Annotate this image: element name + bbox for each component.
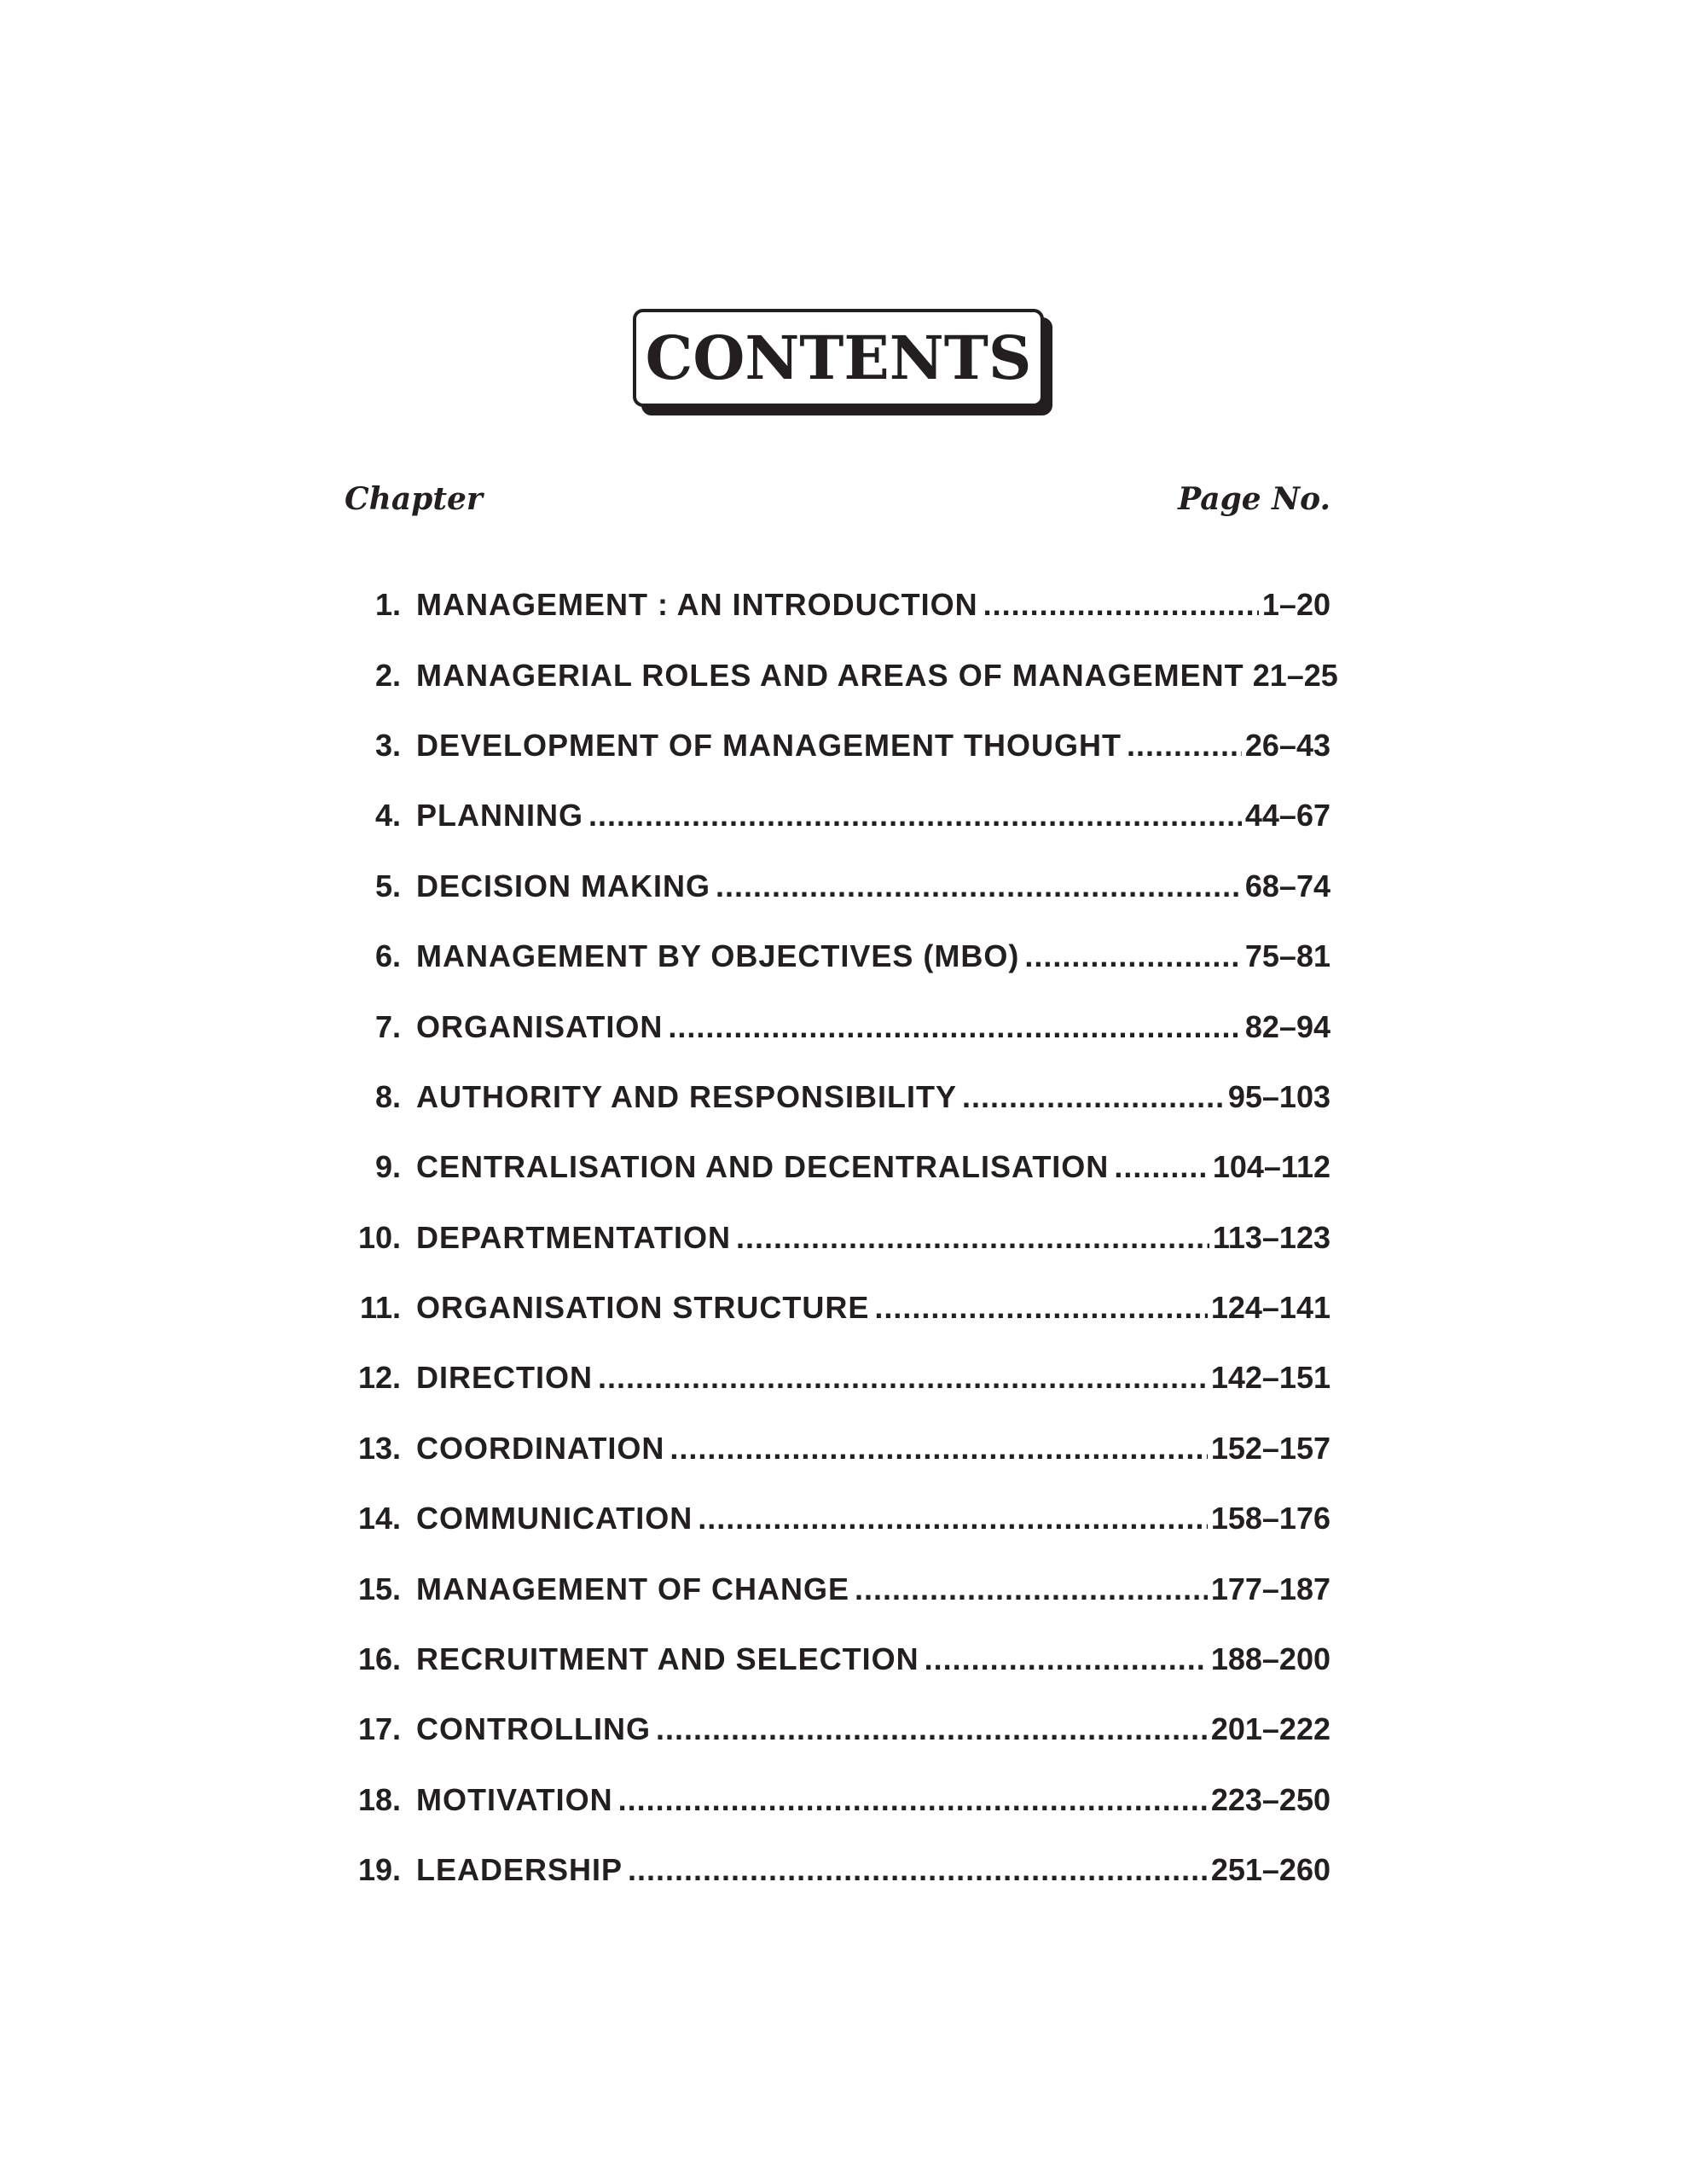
dot-leader	[1024, 941, 1242, 972]
chapter-number: 1.	[374, 587, 401, 623]
toc-entry[interactable]	[345, 1624, 1330, 1694]
page-range: 44–67	[1244, 798, 1330, 834]
chapter-number: 7.	[374, 1008, 401, 1044]
chapter-number: 8.	[374, 1078, 401, 1114]
toc-entry[interactable]	[345, 851, 1330, 921]
page-range: 26–43	[1244, 727, 1330, 763]
dot-leader	[983, 590, 1259, 620]
chapter-number: 16.	[357, 1641, 401, 1677]
page-range: 75–81	[1244, 938, 1330, 974]
toc-entry[interactable]	[345, 570, 1330, 640]
toc-entry[interactable]	[345, 1835, 1330, 1905]
dot-leader	[736, 1223, 1209, 1253]
page-range: 188–200	[1210, 1641, 1330, 1677]
chapter-number: 6.	[374, 938, 401, 974]
page-range: 82–94	[1244, 1008, 1330, 1044]
toc-entry[interactable]	[345, 1273, 1330, 1343]
chapter-title: ORGANISATION STRUCTURE	[416, 1290, 870, 1326]
chapter-title: CONTROLLING	[416, 1711, 651, 1747]
chapter-title: DECISION MAKING	[416, 868, 711, 903]
chapter-number: 14.	[357, 1501, 401, 1536]
chapter-title: COMMUNICATION	[416, 1501, 693, 1536]
chapter-number: 19.	[357, 1852, 401, 1888]
page-range: 201–222	[1210, 1711, 1330, 1747]
dot-leader	[716, 871, 1242, 902]
dot-leader	[925, 1644, 1208, 1675]
chapter-number: 18.	[357, 1781, 401, 1817]
dot-leader	[618, 1785, 1208, 1815]
dot-leader	[628, 1855, 1208, 1885]
chapter-number: 4.	[374, 798, 401, 834]
chapter-title: MANAGEMENT OF CHANGE	[416, 1571, 849, 1606]
toc-entry[interactable]	[345, 1062, 1330, 1132]
chapter-title: DIRECTION	[416, 1360, 593, 1396]
table-of-contents	[345, 570, 1338, 1905]
chapter-column-header: Chapter	[345, 481, 483, 517]
column-headers	[345, 478, 1330, 520]
dot-leader	[668, 1012, 1242, 1043]
chapter-title: MOTIVATION	[416, 1781, 613, 1817]
chapter-title: PLANNING	[416, 798, 583, 834]
chapter-number: 9.	[374, 1149, 401, 1185]
page-range: 223–250	[1210, 1781, 1330, 1817]
page-range: 104–112	[1212, 1149, 1330, 1185]
toc-entry[interactable]	[345, 1132, 1330, 1202]
chapter-title: DEPARTMENTATION	[416, 1219, 731, 1255]
page-number-column-header: Page No.	[1178, 481, 1330, 517]
toc-entry[interactable]	[345, 921, 1330, 991]
chapter-title: MANAGERIAL ROLES AND AREAS OF MANAGEMENT	[416, 657, 1244, 693]
page-range: 95–103	[1227, 1078, 1330, 1114]
toc-entry[interactable]	[345, 991, 1330, 1061]
chapter-number: 2.	[374, 657, 401, 693]
toc-entry[interactable]	[345, 640, 1338, 710]
toc-entry[interactable]	[345, 781, 1330, 851]
page-range: 21–25	[1252, 657, 1338, 693]
toc-entry[interactable]	[345, 1343, 1330, 1413]
page-range: 124–141	[1210, 1290, 1330, 1326]
chapter-number: 17.	[357, 1711, 401, 1747]
dot-leader	[698, 1503, 1208, 1534]
chapter-title: AUTHORITY AND RESPONSIBILITY	[416, 1078, 958, 1114]
toc-entry[interactable]	[345, 1203, 1330, 1273]
chapter-number: 5.	[374, 868, 401, 903]
chapter-title: ORGANISATION	[416, 1008, 664, 1044]
dot-leader	[1114, 1152, 1209, 1182]
contents-title-box	[633, 309, 1044, 407]
chapter-title: COORDINATION	[416, 1430, 665, 1466]
dot-leader	[874, 1292, 1208, 1323]
toc-entry[interactable]	[345, 1694, 1330, 1764]
page-range: 177–187	[1210, 1571, 1330, 1606]
page-range: 142–151	[1210, 1360, 1330, 1396]
dot-leader	[670, 1433, 1208, 1464]
dot-leader	[588, 800, 1242, 831]
chapter-number: 15.	[357, 1571, 401, 1606]
chapter-title: DEVELOPMENT OF MANAGEMENT THOUGHT	[416, 727, 1122, 763]
chapter-title: MANAGEMENT : AN INTRODUCTION	[416, 587, 978, 623]
page-range: 113–123	[1212, 1219, 1330, 1255]
chapter-number: 3.	[374, 727, 401, 763]
chapter-number: 10.	[357, 1219, 401, 1255]
toc-entry[interactable]	[345, 1484, 1330, 1554]
dot-leader	[855, 1574, 1208, 1605]
dot-leader	[598, 1362, 1208, 1393]
chapter-title: CENTRALISATION AND DECENTRALISATION	[416, 1149, 1110, 1185]
chapter-title: LEADERSHIP	[416, 1852, 623, 1888]
chapter-title: MANAGEMENT BY OBJECTIVES (MBO)	[416, 938, 1020, 974]
chapter-number: 13.	[357, 1430, 401, 1466]
toc-entry[interactable]	[345, 1414, 1330, 1484]
chapter-title: RECRUITMENT AND SELECTION	[416, 1641, 919, 1677]
dot-leader	[656, 1714, 1208, 1745]
page-range: 251–260	[1210, 1852, 1330, 1888]
toc-entry[interactable]	[345, 1765, 1330, 1835]
page-range: 1–20	[1261, 587, 1330, 623]
chapter-number: 11.	[359, 1290, 401, 1326]
toc-entry[interactable]	[345, 711, 1330, 781]
page-range: 68–74	[1244, 868, 1330, 903]
dot-leader	[962, 1082, 1225, 1112]
page-range: 158–176	[1210, 1501, 1330, 1536]
dot-leader	[1127, 730, 1242, 761]
toc-entry[interactable]	[345, 1554, 1330, 1623]
page-title: CONTENTS	[645, 322, 1032, 393]
page-range: 152–157	[1210, 1430, 1330, 1466]
chapter-number: 12.	[357, 1360, 401, 1396]
